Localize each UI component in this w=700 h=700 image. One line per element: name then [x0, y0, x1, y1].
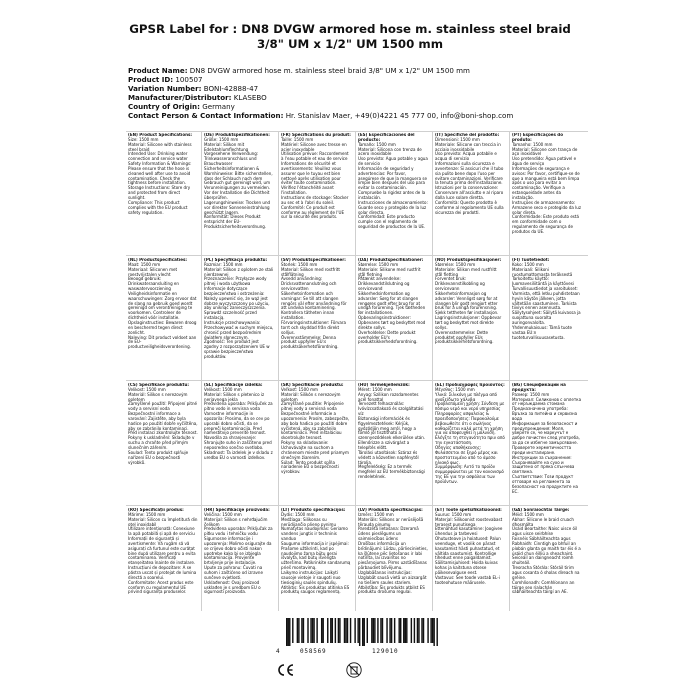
- language-cell: [435, 508, 505, 626]
- grid-divider-vertical: [432, 131, 433, 611]
- language-body: Veľkosť: 1500 mm Materiál: Silikón s nerezovým opletom Zamýšľané použitie: Pripojenie pitnej vody a servisná voda Bezpečnostné informácie a upozornenia: Prosím, zabezpečte, aby bola hadica po použití dobre vyčistená, aby sa zabránilo kontaminácii. Pred inštaláciou skontrolujte tesnosť. Pokyny na skladovanie: Uchovávajte na suchom a chránenom mieste pred priamym slnečným žiarením. Súlad: Tento produkt spĺňa nariadenie EÚ o bezpečnosti výrobkov.: [281, 386, 350, 475]
- language-body: Tamaño: 1500 mm Material: Silicona con trenza de acero inoxidable Uso previsto: Agua potable y agua de servicio Información de seguridad y advertencias: Por favor, asegúrese de que la manguera se limpie bien después del uso para evitar la contaminación. Compruebe la rigidez antes de la instalación. Instrucciones de almacenamiento: Guarde seco y protegido de la luz solar directa. Conformidad: Este producto cumple con el reglamento de seguridad de productos de la UE.: [358, 141, 428, 230]
- language-body: Izmērs: 1500 mm Materiāls: Silikons ar nerūsējošā tērauda pinumu Paredzētā lietošana: Dzeramā ūdens pieslēgums un saimniecības ūdens Drošības informācija un brīdinājumi: Lūdzu, pārliecinieties, ka šļūtene pēc lietošanas ir labi notīrīta, lai izvairītos no piesārņojuma. Pirms uzstādīšanas pārbaudiet blīvējumu. Uzglabāšanas instrukcijas: Uzglabāt sausā vietā un aizsargāt no tiešiem saules stariem. Atbilstība: Šis produkts atbilst ES produktu drošuma regulai.: [358, 511, 428, 595]
- language-heading: (GA) Sonraíochtaí Táirge:: [512, 508, 570, 512]
- language-body: Size: 1500 mm Material: Silicone with stainless steel braid Intended Use: Drinking water connection and service water Safety Information & Warnings: Please ensure that the hose is cleaned well after use to avoid contamination. Check the tightness before installation. Storage Instructions: Store dry and protected from direct sunlight. Compliance: This product complies with the EU product safety regulation.: [128, 136, 192, 215]
- grid-divider-horizontal: [126, 380, 588, 381]
- grid-divider-vertical: [355, 131, 356, 611]
- language-body: Taille: 1500 mm Matériel: Silicone avec tresse en acier inoxydable Utilisation prévue: Raccordement à l'eau potable et eau de service Informations de sécurité et avertissements: Veuillez vous assurer que le tuyau est bien nettoyé après utilisation pour éviter toute contamination. Vérifiez l'étanchéité avant l'installation. Instructions de stockage: Stocker au sec et à l'abri du soleil. Conformité: Ce produit est conforme au règlement de l'UE sur la sécurité des produits.: [281, 136, 349, 220]
- language-body: Dydis: 1500 mm Medžiaga: Silikonas su nerūdijančio plieno pynimu Numatytas naudojimas: Geriamo vandens jungtis ir techninis vanduo Saugumo informacija ir įspėjimai: Prašome užtikrinti, kad po naudojimo žarna būtų gerai išvalyta, kad būtų išvengta užteršimo. Patikrinkite sandarumą prieš montavimą. Laikymo instrukcijos: Laikyti sausoje vietoje ir saugoti nuo tiesioginių saulės spindulių. Atitiktis: Šis produktas atitinka ES produktų saugos reglamentą.: [281, 511, 351, 595]
- language-cell: [128, 508, 198, 626]
- language-cell: [204, 508, 274, 626]
- language-cell: [512, 383, 582, 501]
- language-body: Veličina: 1500 mm Materijal: Silikon s nehrđajućim čelikom Predviđena uporaba: Priključak za pitku vodu i tehničku vodu Sigurnosne informacije i upozorenja: Molimo osigurajte da se crijevo dobro očisti nakon upotrebe kako bi se izbjegla kontaminacija. Provjerite brtvljenje prije instalacije. Upute za pohranu: Čuvati na suhom i zaštićeno od izravne sunčeve svjetlosti. Usklađenost: Ovaj proizvod usklađen je s uredbom EU o sigurnosti proizvoda.: [204, 511, 273, 595]
- language-heading: (IT) Specifiche del prodotto:: [435, 133, 500, 137]
- language-heading: (DE) Produktspezifikationen:: [204, 133, 270, 137]
- ce-mark-icon: [276, 663, 296, 677]
- disposal-bin-icon: [346, 662, 362, 678]
- language-cell: [204, 258, 274, 376]
- language-heading: (ET) Toote spetsifikatsioonid:: [435, 508, 502, 512]
- info-value: BONI-42888-47: [203, 83, 259, 93]
- language-heading: (HR) Specifikacije proizvoda:: [204, 508, 270, 512]
- language-cell: [435, 258, 505, 376]
- barcode-group-1: 058569: [300, 648, 327, 655]
- grid-divider-vertical: [201, 131, 202, 611]
- language-body: Størrelse: 1500 mm Materiale: Silikon med rustfritt stål fletting Forventet bruk: Drikkevannstilkobling og servicevann Sikkerhetsinformasjon og advarsler: Vennligst sørg for at slangen blir godt rengjort etter bruk for å unngå forurensning. Sjekk tettheten før installasjon. Lagringsinstruksjoner: Oppbevar tørt og beskyttet mot direkte sollys. Overensstemmelse: Dette produktet oppfyller EUs produktsikkerhetsforordning.: [435, 261, 502, 345]
- language-cell: [281, 133, 351, 251]
- info-label: Country of Origin:: [128, 101, 200, 111]
- language-heading: (RO) Specificații produs:: [128, 508, 184, 512]
- language-body: Velikost: 1500 mm Material: Silikon s pletenico iz nerjavnega jekla Predvidena uporaba: Priključek za pitno vodo in servisna voda Varnostne informacije in opozorila: Prosimo, da se cev po uporabi dobro očisti, da se prepreči kontaminacija. Pred namestitvijo preverite tesnost. Navodila za shranjevanje: Shranjujte suho in zaščiteno pred neposredno sončno svetlobo. Skladnost: Ta izdelek je v skladu z uredbo EU o varnosti izdelkov.: [204, 386, 273, 460]
- info-label: Contact Person & Contact Information:: [128, 110, 284, 120]
- info-value: KLASEBO: [233, 92, 267, 102]
- barcode-digit-left: 4: [276, 648, 280, 655]
- language-body: Maat: 1500 mm Materiaal: Siliconen met roestvrijstalen vlecht Beoogd gebruik: Drinkwateraansluiting en waswatervoorziening Veiligheidsinformatie en waarschuwingen: Zorg ervoor dat de slang na gebruik goed wordt gereinigd om verontreiniging te voorkomen. Controleer de dichtheid vóór installatie. Opslaginstructies: Bewaren droog en beschermd tegen direct zonlicht. Naleving: Dit product voldoet aan de EU-productveiligheidsverordening.: [128, 261, 197, 350]
- language-cell: [204, 133, 274, 251]
- language-cell: [128, 383, 198, 501]
- language-heading: (SK) Špecifikácie produktu:: [281, 383, 344, 387]
- language-cell: [512, 508, 582, 626]
- language-cell: [358, 133, 428, 251]
- language-body: Suurus: 1500 mm Materjal: Silikoonist roostevabast terasest punutisega Ettenähtud kasutamine: Joogivee ühendus ja tarbevesi Ohutusteave ja hoiatused: Palun veenduge, et voolik on pärast kasutamist hästi puhastatud, et vältida saastumist. Kontrollige tihedust enne paigaldamist. Säilitamisjuhised: Hoida kuivas kohas ja kaitstuna otsese päikesevalguse eest. Vastavus: See toode vastab EL-i tooteohutuse määrusele.: [435, 511, 503, 585]
- info-label: Product ID:: [128, 74, 174, 84]
- info-label: Variation Number:: [128, 83, 202, 93]
- language-cell: [128, 133, 198, 251]
- language-body: Koko: 1500 mm Materiaali: Silikoni ruostumattomasta teräksestä Tarkoitettu käyttö: Juomavesiliitäntä ja käyttövesi Turvallisuustiedot ja varoitukset: Varmista, että letku puhdistetaan hyvin käytön jälkeen, jotta vältetään saastuminen. Tarkista tiiviys ennen asennusta. Säilytysohjeet: Säilytä kuivassa ja suojattuna suoralta auringonvalolta. Yhdenmukaisuus: Tämä tuote vastaa EU:n tuoteturvallisuusasetusta.: [512, 261, 581, 340]
- grid-divider-vertical: [278, 131, 279, 611]
- language-heading: (BG) Спецификации на продукта:: [512, 383, 566, 392]
- language-cell: [128, 258, 198, 376]
- language-body: Méret: 1500 mm Anyag: Szilikon rozsdamentes acél fonattal Tervezett felhasználás: Ivóvízcsatlakozó és szolgáltatási víz Biztonsági információk és figyelmeztetések: Kérjük, győződjön meg arról, hogy a tömlő jól tisztítható a szennyeződések elkerülése után. Ellenőrizze a szivárgást a telepítés előtt. Tárolási utasítások: Száraz és védett a közvetlen napfénytől tárolja. Megfelelőség: Ez a termék megfelel az EU termékbiztonsági rendeletének.: [358, 386, 426, 480]
- title-line-2: 3/8" UM x 1/2" UM 1500 mm: [256, 37, 444, 51]
- language-cell: [512, 133, 582, 251]
- language-body: Размер: 1500 mm Материал: Силиконов с оплетка от неръждаема стомана Предназначена употреба: Връзка за питейна и сервизна вода Информация за безопасност и предупреждения: Моля, уверете се, че маркучът е добре почистен след употреба, за да се избегне замърсяване. Проверете херметичността преди инсталиране. Инструкции за съхранение: Съхранявайте на сухо и защитено от пряка слънчева светлина. Съответствие: Този продукт отговаря на регламента за безопасност на продуктите на ЕС.: [512, 391, 582, 494]
- info-value: Germany: [202, 101, 235, 111]
- language-cell: [281, 383, 351, 501]
- info-value: Hr. Stanislav Maer, +49(0)4221 45 777 00, info@boni-shop.com: [285, 110, 514, 120]
- language-heading: (EL) Προδιαγραφές προϊόντος:: [435, 383, 505, 387]
- language-heading: (DA) Produktspecifikationer:: [358, 258, 424, 262]
- product-info: [128, 67, 648, 120]
- language-body: Mărime: 1500 mm Material: Silicon cu împletitură din oțel inoxidabil Utilizare intenționată: Conexiune la apă potabilă și apă de serviciu Informații de siguranță și avertismente: Vă rugăm să vă asigurați că furtunul este curățat bine după utilizare pentru a evita contaminarea. Verificați etanșeitatea înainte de instalare. Instrucțiuni de depozitare: A se păstra uscat și protejat de lumina directă a soarelui. Conformitate: Acest produs este conform cu regulamentul UE privind siguranța produselor.: [128, 511, 198, 595]
- language-body: Storlek: 1500 mm Material: Silikon med rostfritt stålflätning Avsedd användning: Dricksvattenanslutning och servicevatten Säkerhetsinformation och varningar: Se till att slangen rengörs väl efter användning för att undvika kontaminering. Kontrollera tätheten innan installation. Förvaringsinstruktioner: Förvara torrt och skyddad från direkt solljus. Överensstämmelse: Denna produkt uppfyller EU:s produktsäkerhetsförordning.: [281, 261, 347, 350]
- language-cell: [512, 258, 582, 376]
- language-cell: [435, 133, 505, 251]
- info-value: 100507: [175, 74, 203, 84]
- barcode-bar: [354, 618, 355, 643]
- barcode-bar: [430, 618, 431, 643]
- barcode-group-2: 129010: [372, 648, 399, 655]
- language-body: Tamanho: 1500 mm Material: Silicone com trança de aço inoxidável Uso pretendido: Água potável e água de serviço Informações de segurança e avisos: Por favor, certifique-se de que a mangueira está bem limpa após o uso para evitar a contaminação. Verifique a estanqueidade antes da instalação. Instruções de armazenamento: Armazene seco e protegido da luz solar direta. Conformidade: Este produto está em conformidade com o regulamento de segurança de produtos da UE.: [512, 141, 581, 234]
- info-label: Manufacturer/Distributor:: [128, 92, 232, 102]
- info-value: DN8 DVGW armored hose m. stainless steel braid 3/8" UM x 1/2" UM 1500 mm: [189, 66, 470, 75]
- language-heading: (NO) Produktspesifikasjoner:: [435, 258, 502, 262]
- language-heading: (FR) Spécifications du produit:: [281, 133, 351, 137]
- language-heading: (NL) Productspecificaties:: [128, 258, 187, 262]
- language-heading: (EN) Product Specifications:: [128, 133, 193, 137]
- language-heading: (ES) Especificaciones del producto:: [358, 133, 415, 142]
- language-body: Størrelse: 1500 mm Materiale: Silikone med rustfrit stål fletning Påtænkt anvendelse: Drikkevandstilslutning og servicevand Sikkerhedsinformation og advarsler: Sørg for at slangen rengøres godt efter brug for at undgå forurening. Tjek tætheden før installationen. Opbevaringsinstruktioner: Opbevares tørt og beskyttet mod direkte sollys. Overholdelse: Dette produkt overholder EU's produktsikkerhedsforordning.: [358, 261, 426, 345]
- grid-divider-horizontal: [126, 131, 588, 132]
- info-row-product-name: [128, 67, 648, 76]
- language-cell: [435, 383, 505, 501]
- language-body: Velikost: 1500 mm Materiál: Silikon s nerezovým opletem Zamýšlené použití: Připojení pitné vody a servisní voda Bezpečnostní informace a varování: Zajistěte, aby byla hadice po použití dobře vyčištěna, aby se zabránilo kontaminaci. Před instalací zkontrolujte těsnost. Pokyny k uskladnění: Skladujte v suchu a chraňte před přímým slunečním zářením. Soulad: Tento produkt splňuje nařízení EU o bezpečnosti výrobků.: [128, 386, 198, 465]
- language-heading: (HU) Termékjellemzők:: [358, 383, 410, 387]
- info-row-contact: [128, 112, 648, 121]
- language-cell: [358, 258, 428, 376]
- language-heading: (PT) Especificações do produto:: [512, 133, 563, 142]
- language-heading: (SV) Produktspecifikationer:: [281, 258, 346, 262]
- grid-divider-horizontal: [126, 255, 588, 256]
- barcode-bar: [432, 618, 433, 643]
- title-line-1: GPSR Label for : DN8 DVGW armored hose m. stainless steel braid: [129, 22, 571, 36]
- grid-divider-horizontal: [126, 505, 588, 506]
- language-heading: (SL) Specifikacije izdelka:: [204, 383, 263, 387]
- language-body: Μέγεθος: 1500 mm Υλικό: Σιλικόνη με πλέγμα από ανοξείδωτο χάλυβα Προβλεπόμενη χρήση: Σύνδεση με πόσιμο νερό και νερό υπηρεσίας Πληροφορίες ασφαλείας & προειδοποιήσεις: Παρακαλούμε βεβαιωθείτε ότι ο σωλήνας καθαρίζεται καλά μετά τη χρήση για να αποφευχθεί η μόλυνση. Ελέγξτε τη στεγανότητα πριν από την εγκατάσταση. Οδηγίες αποθήκευσης: Φυλάσσεται σε ξηρό μέρος και προστατευμένο από το άμεσο ηλιακό φως. Συμμόρφωση: Αυτό το προϊόν συμμορφώνεται με τον κανονισμό της ΕΕ για την ασφάλεια των προϊόντων.: [435, 386, 505, 484]
- language-cell: [358, 508, 428, 626]
- language-cell: [358, 383, 428, 501]
- grid-divider-vertical: [509, 131, 510, 611]
- language-body: Rozmiar: 1500 mm Materiał: Silikon z oplotem ze stali nierdzewnej Przeznaczenie: Przyłącze wody pitnej i woda użytkowa Informacje dotyczące bezpieczeństwa i ostrzeżenia: Należy upewnić się, że wąż jest dobrze wyczyszczony po użyciu, aby uniknąć zanieczyszczenia. Sprawdź szczelność przed instalacją. Instrukcje przechowywania: Przechowywać w suchym miejscu, chronić przed bezpośrednim światłem słonecznym. Zgodność: Ten produkt jest zgodny z rozporządzeniem UE w sprawie bezpieczeństwa produktów.: [204, 261, 274, 359]
- language-cell: [281, 508, 351, 626]
- language-heading: (CS) Specifikace produktu:: [128, 383, 189, 387]
- language-heading: (LT) Produkto specifikacijos:: [281, 508, 346, 512]
- language-body: Größe: 1500 mm Material: Silikon mit Edelstahlumflechtung Vorgesehene Verwendung: Trinkwasseranschluss und Brauchwasser Sicherheitsinformationen & Warnhinweise: Bitte sicherstellen, dass der Schlauch nach dem Gebrauch gut gereinigt wird, um Verunreinigungen zu vermeiden. Vor der Installation die Dichtheit überprüfen. Lagerungshinweise: Trocken und vor direkter Sonneneinstrahlung geschützt lagern. Konformität: Dieses Produkt entspricht der EU-Produktsicherheitsverordnung.: [204, 136, 273, 230]
- language-body: Méid: 1500 mm Abhar: Silicone le braid cruach dhosmálta Úsáid Beartaithe: Naisc uisce óil agus uisce seirbhíse Faisnéis Sábháilteachta agus Rabhaidh: Cinntigh go bhfuil an píobán glanta go maith tar éis é a úsáid chun éilliú a sheachaint. Seiceáil an daingneacht roimh shuiteáil. Treoracha Stórála: Stóráil tirim agus cosanta ó sholas díreach na gréine. Comhlíonadh: Comhlíonann an táirge seo rialachán sábháilteachta táirgí an AE.: [512, 511, 581, 595]
- language-cell: [281, 258, 351, 376]
- language-cell: [204, 383, 274, 501]
- info-label: Product Name:: [128, 66, 188, 75]
- language-heading: (PL) Specyfikacja produktu:: [204, 258, 268, 262]
- language-heading: (FI) Tuotetiedot:: [512, 258, 550, 262]
- language-body: Dimensioni: 1500 mm Materiale: Silicone con treccia in acciaio inossidabile Uso previsto: Acqua potabile e acqua di servizio Informazioni sulla sicurezza e avvertenze: Si assicuri che il tubo sia pulito bene dopo l'uso per evitare contaminazioni. Verificare la tenuta prima dell'installazione. Istruzioni per la conservazione: Conservare all'asciutto e al riparo dalla luce solare diretta. Conformità: Questo prodotto è conforme al regolamento UE sulla sicurezza dei prodotti.: [435, 136, 504, 215]
- language-heading: (LV) Produkta specifikācijas:: [358, 508, 423, 512]
- label-title: [60, 22, 640, 52]
